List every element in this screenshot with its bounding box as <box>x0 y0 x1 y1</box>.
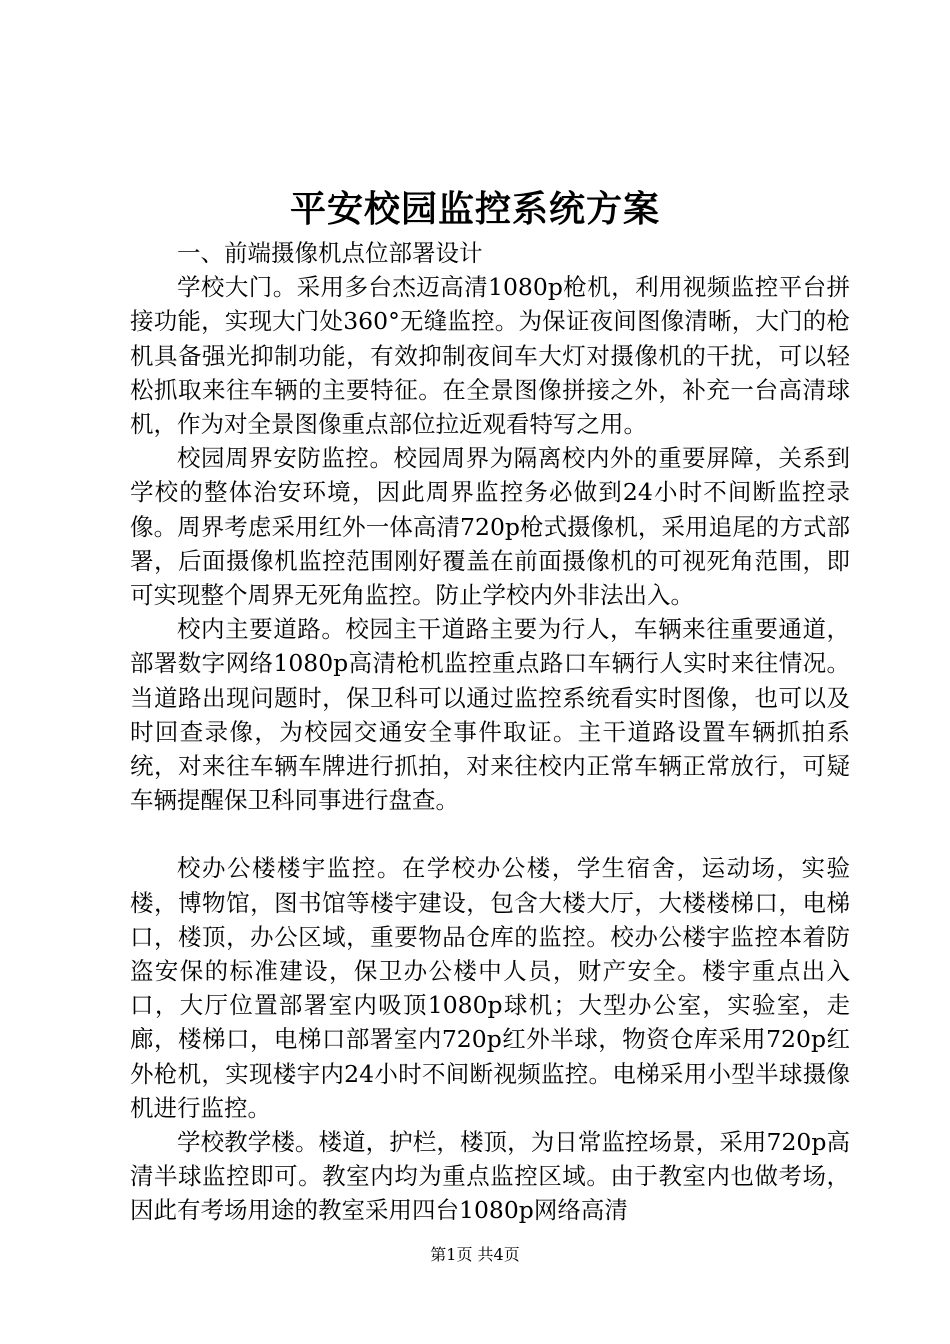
paragraph-school-gate: 学校大门。采用多台杰迈高清1080p枪机，利用视频监控平台拼接功能，实现大门处360°无缝监控。为保证夜间图像清晰，大门的枪机具备强光抑制功能，有效抑制夜间车大灯对摄像机的干扰，可以轻松抓取来往车辆的主要特征。在全景图像拼接之外，补充一台高清球机，作为对全景图像重点部位拉近观看特写之用。 <box>130 273 850 439</box>
document-body <box>130 236 850 1228</box>
paragraph-main-roads: 校内主要道路。校园主干道路主要为行人，车辆来往重要通道，部署数字网络1080p高清枪机监控重点路口车辆行人实时来往情况。当道路出现问题时，保卫科可以通过监控系统看实时图像，也可以及时回查录像，为校园交通安全事件取证。主干道路设置车辆抓拍系统，对来往车辆车牌进行抓拍，对来往校内正常车辆正常放行，可疑车辆提醒保卫科同事进行盘查。 <box>130 615 850 815</box>
page-number-footer: 第1页 共4页 <box>430 1245 520 1264</box>
paragraph-office-buildings: 校办公楼楼宇监控。在学校办公楼，学生宿舍，运动场，实验楼，博物馆，图书馆等楼宇建设，包含大楼大厅，大楼楼梯口，电梯口，楼顶，办公区域，重要物品仓库的监控。校办公楼宇监控本着防盗安保的标准建设，保卫办公楼中人员，财产安全。楼宇重点出入口，大厅位置部署室内吸顶1080p球机；大型办公室，实验室，走廊，楼梯口，电梯口部署室内720p红外半球，物资仓库采用720p红外枪机，实现楼宇内24小时不间断视频监控。电梯采用小型半球摄像机进行监控。 <box>130 854 850 1122</box>
paragraph-spacer <box>130 817 850 851</box>
document-title: 平安校园监控系统方案 <box>289 188 660 230</box>
section-heading: 一、前端摄像机点位部署设计 <box>177 239 483 267</box>
paragraph-perimeter: 校园周界安防监控。校园周界为隔离校内外的重要屏障，关系到学校的整体治安环境，因此周界监控务必做到24小时不间断监控录像。周界考虑采用红外一体高清720p枪式摄像机，采用追尾的方式部署，后面摄像机监控范围刚好覆盖在前面摄像机的可视死角范围，即可实现整个周界无死角监控。防止学校内外非法出入。 <box>130 444 850 610</box>
paragraph-teaching-building: 学校教学楼。楼道，护栏，楼顶，为日常监控场景，采用720p高清半球监控即可。教室内均为重点监控区域。由于教室内也做考场，因此有考场用途的教室采用四台1080p网络高清 <box>130 1128 850 1225</box>
